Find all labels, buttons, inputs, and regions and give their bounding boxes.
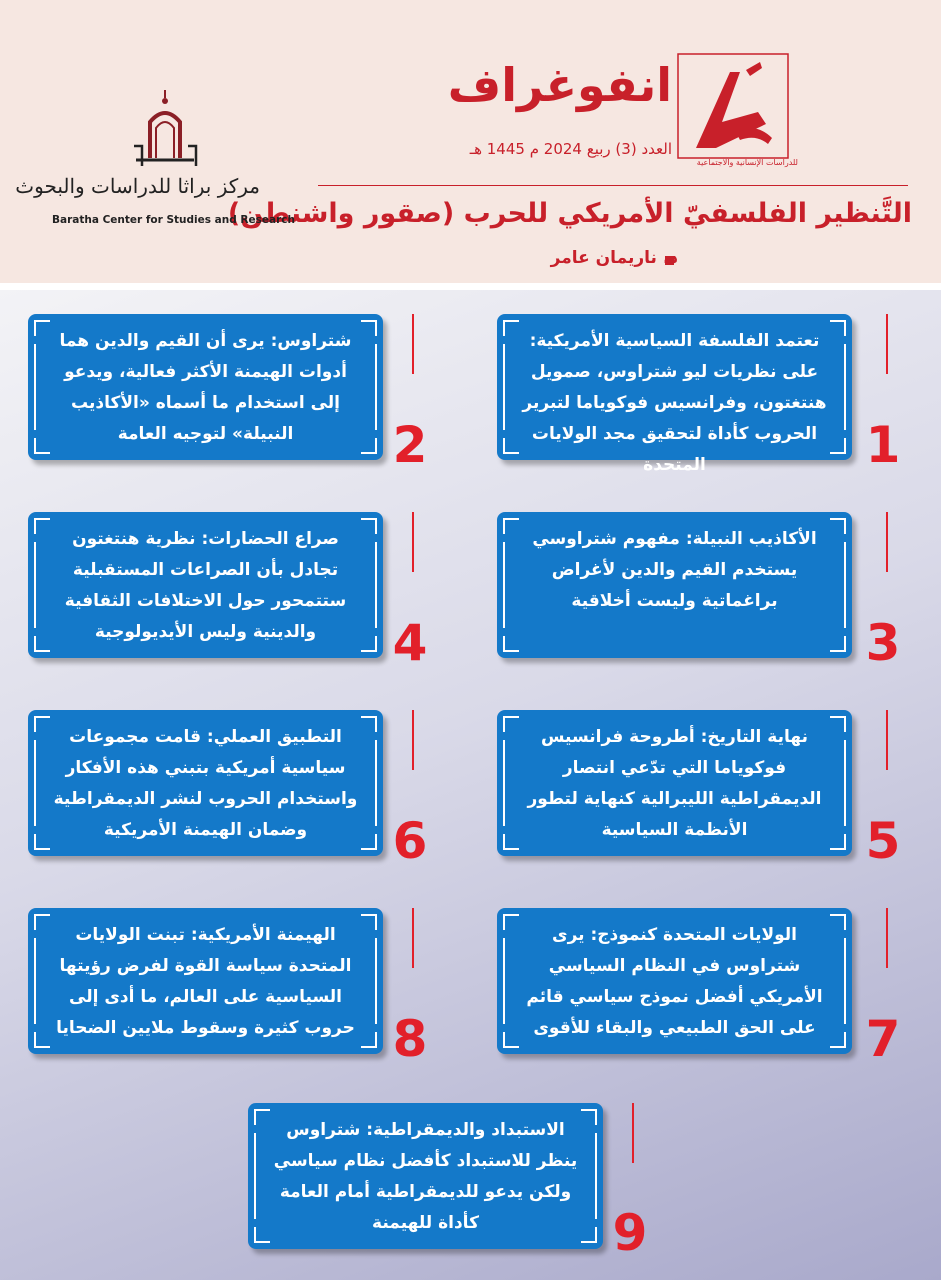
card-8-number: 8 [392,1010,428,1068]
card-7-number: 7 [865,1010,901,1068]
magazine-name: انفوغراف [447,58,672,112]
card-3-marker-line [886,512,888,572]
card-7-marker-line [886,908,888,968]
center-name-english: Baratha Center for Studies and Research [52,214,295,226]
header-divider [318,185,908,186]
card-heading: الهيمنة الأمريكية: [190,925,336,945]
card-body: يرى شتراوس في النظام السياسي الأمريكي أفضل نموذج سياسي قائم على الحق الطبيعي والبقاء للأقوى [526,925,823,1038]
card-4-number: 4 [392,614,428,672]
card-5-marker-line [886,710,888,770]
card-body: شتراوس ينظر للاستبداد كأفضل نظام سياسي ولكن يدعو للديمقراطية أمام العامة كأداة للهيمنة [273,1120,578,1233]
card-body: أطروحة فرانسيس فوكوياما التي تدّعي انتصار الديمقراطية الليبرالية كنهاية لتطور الأنظمة السياسية [527,727,822,840]
card-heading: الاستبداد والديمقراطية: [366,1120,565,1140]
magazine-subtitle: للدراسات الإنسانية والاجتماعية [696,158,798,167]
card-9-marker-line [632,1103,634,1163]
card-body: نظرية هنتغتون تجادل بأن الصراعات المستقبلية ستتمحور حول الاختلافات الثقافية والدينية وليس الأيديولوجية [64,529,347,642]
card-1-number: 1 [865,416,901,474]
card-heading: صراع الحضارات: [201,529,339,549]
card-6-marker-line [412,710,414,770]
card-9 [248,1103,603,1249]
card-3 [497,512,852,658]
center-name-arabic: مركز براثا للدراسات والبحوث [15,174,260,198]
card-5 [497,710,852,856]
baratha-emblem-icon [128,88,202,174]
card-body: مفهوم شتراوسي يستخدم القيم والدين لأغراض براغماتية وليست أخلاقية [532,529,798,611]
card-1 [497,314,852,475]
issue-line: العدد (3) ربيع 2024 م 1445 هـ [469,140,672,158]
card-8 [28,908,383,1054]
card-5-number: 5 [865,812,901,870]
card-heading: الأكاذيب النبيلة: [685,529,817,549]
card-3-number: 3 [865,614,901,672]
card-8-marker-line [412,908,414,968]
card-body: يرى أن القيم والدين هما أدوات الهيمنة الأكثر فعالية، ويدعو إلى استخدام ما أسماه «الأكاذيب النبيلة» لتوجيه العامة [59,331,347,444]
card-4-marker-line [412,512,414,572]
card-6 [28,710,383,856]
card-2-number: 2 [392,416,428,474]
card-heading: شتراوس: [270,331,352,351]
magazine-logo-icon [676,52,790,162]
card-heading: تعتمد الفلسفة السياسية الأمريكية: [529,331,820,351]
card-1-marker-line [886,314,888,374]
page-title: التَّنظير الفلسفيّ الأمريكي للحرب (صقور واشنطن) [227,198,912,229]
card-7 [497,908,852,1054]
card-body: على نظريات ليو شتراوس، صمويل هنتغتون، وفرانسيس فوكوياما لتبرير الحروب كأداة لتحقيق مجد الولايات المتحدة [522,362,827,475]
card-2 [28,314,383,460]
card-body: قامت مجموعات سياسية أمريكية بتبني هذه الأفكار واستخدام الحروب لنشر الديمقراطية وضمان الهيمنة الأمريكية [53,727,358,840]
card-body: تبنت الولايات المتحدة سياسة القوة لفرض رؤيتها السياسية على العالم، ما أدى إلى حروب كثيرة وسقوط ملايين الضحايا [56,925,355,1038]
card-heading: التطبيق العملي: [206,727,342,747]
card-heading: الولايات المتحدة كنموذج: [590,925,797,945]
card-heading: نهاية التاريخ: [700,727,808,747]
card-6-number: 6 [392,812,428,870]
card-2-marker-line [412,314,414,374]
author-name: د. ناريمان عامر [550,248,678,268]
card-4 [28,512,383,658]
card-9-number: 9 [612,1204,648,1262]
